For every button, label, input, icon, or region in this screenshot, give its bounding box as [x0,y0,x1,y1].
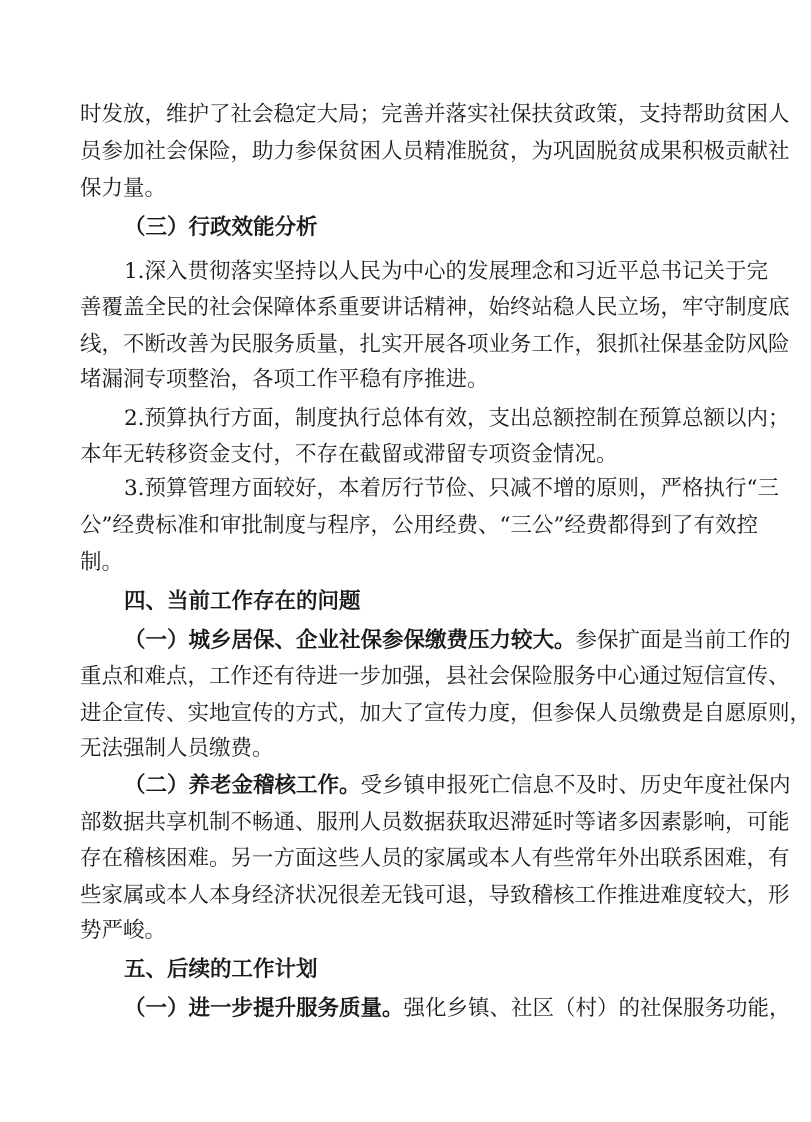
section-heading-current-problems: 四、当前工作存在的问题 [124,589,361,614]
paragraph-line: 保力量。 [80,176,167,201]
paragraph-text: 强化乡镇、社区（村）的社保服务功能， [403,996,791,1021]
paragraph-line: 1.深入贯彻落实坚持以人民为中心的发展理念和习近平总书记关于完 [124,259,769,284]
paragraph-line: 制。 [80,550,124,575]
section-heading-administrative-efficiency: （三）行政效能分析 [124,215,318,240]
paragraph-line: 善覆盖全民的社会保障体系重要讲话精神，始终站稳人民立场，牢守制度底 [80,295,790,320]
paragraph-line: 3.预算管理方面较好，本着厉行节俭、只减不增的原则，严格执行“三 [124,476,780,501]
paragraph-line: 员参加社会保险，助力参保贫困人员精准脱贫，为巩固脱贫成果积极贡献社 [80,139,790,164]
subsection-title: （一）城乡居保、企业社保参保缴费压力较大。 [124,628,576,653]
paragraph-line: 无法强制人员缴费。 [80,736,274,761]
paragraph-line: 存在稽核困难。另一方面这些人员的家属或本人有些常年外出联系困难，有 [80,846,790,871]
paragraph-line: 堵漏洞专项整治，各项工作平稳有序推进。 [80,367,489,392]
paragraph-text: 受乡镇申报死亡信息不及时、历史年度社保内 [360,773,791,798]
paragraph-line: 公”经费标准和审批制度与程序，公用经费、“三公”经费都得到了有效控 [80,513,758,538]
subsection-title: （一）进一步提升服务质量。 [124,996,404,1021]
paragraph-line: 2.预算执行方面，制度执行总体有效，支出总额控制在预算总额以内； [124,406,790,431]
paragraph-line: 部数据共享机制不畅通、服刑人员数据获取迟滞延时等诸多因素影响，可能 [80,810,790,835]
paragraph-line: 重点和难点，工作还有待进一步加强，县社会保险服务中心通过短信宣传、 [80,664,790,689]
paragraph-line: 本年无转移资金支付，不存在截留或滞留专项资金情况。 [80,442,618,467]
subsection-title: （二）养老金稽核工作。 [124,773,361,798]
paragraph-text: 参保扩面是当前工作的 [575,628,791,653]
section-heading-future-plans: 五、后续的工作计划 [124,957,318,982]
paragraph-line: 进企宣传、实地宣传的方式，加大了宣传力度，但参保人员缴费是自愿原则， [80,701,811,726]
paragraph-line [124,991,791,1027]
paragraph-line: 线，不断改善为民服务质量，扎实开展各项业务工作，狠抓社保基金防风险 [80,332,790,357]
paragraph-line: 时发放，维护了社会稳定大局；完善并落实社保扶贫政策，支持帮助贫困人 [80,102,790,127]
paragraph-line: 些家属或本人本身经济状况很差无钱可退，导致稽核工作推进难度较大，形 [80,883,790,908]
paragraph-line [124,623,791,659]
paragraph-line: 势严峻。 [80,918,167,943]
paragraph-line [124,768,791,804]
